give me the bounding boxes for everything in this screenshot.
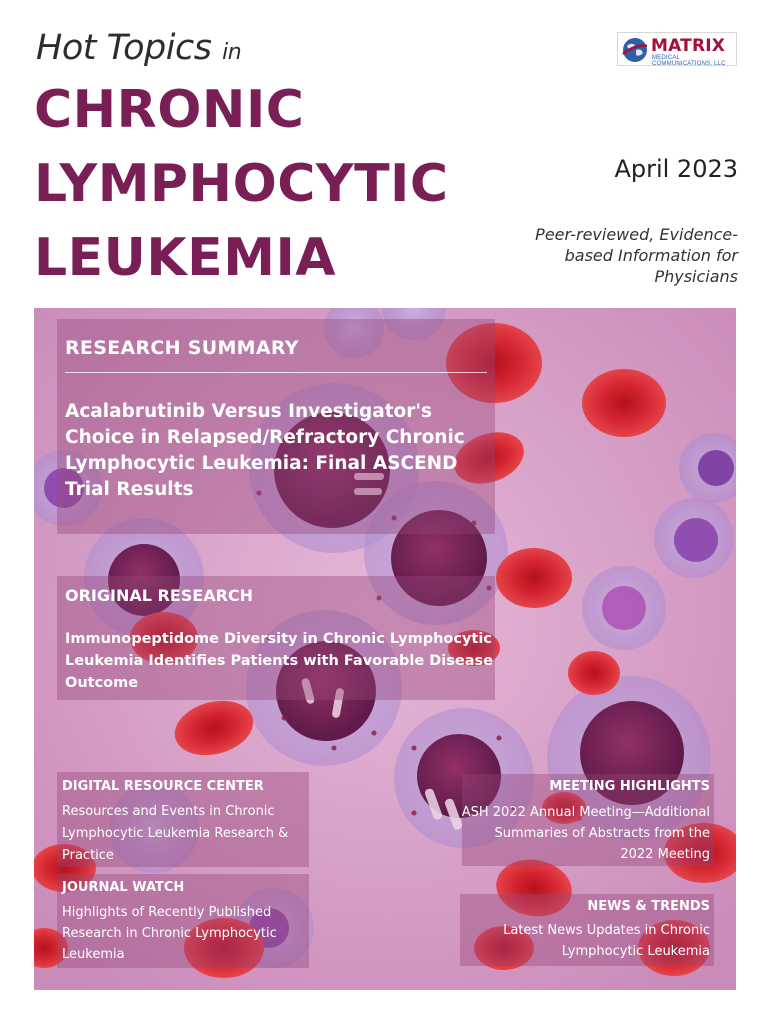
news-trends-label: NEWS & TRENDS [587, 899, 710, 914]
meeting-highlights-label: MEETING HIGHLIGHTS [549, 779, 710, 794]
hot-topics-heading [36, 28, 241, 68]
meeting-highlights-panel[interactable] [462, 774, 714, 866]
divider [65, 372, 487, 373]
news-trends-panel[interactable] [460, 894, 714, 966]
journal-watch-panel[interactable] [57, 874, 309, 968]
digital-resource-center-text[interactable]: Resources and Events in Chronic Lymphocytic Leukemia Research & Practice [62, 804, 289, 863]
research-summary-title[interactable]: Acalabrutinib Versus Investigator's Choice in Relapsed/Refractory Chronic Lymphocytic Leukemia: Final ASCEND Trial Results [65, 401, 465, 500]
issue-date: April 2023 [614, 155, 738, 183]
logo-subtitle: MEDICAL COMMUNICATIONS, LLC [652, 55, 726, 67]
matrix-logo [617, 32, 737, 66]
tagline: Peer-reviewed, Evidence-based Information for Physicians [535, 225, 738, 286]
title-line-1: CHRONIC [34, 80, 305, 140]
in-text: in [222, 40, 242, 65]
logo-name: MATRIX [651, 36, 726, 56]
journal-watch-label: JOURNAL WATCH [62, 880, 185, 895]
research-summary-panel[interactable] [57, 319, 495, 534]
original-research-panel[interactable] [57, 576, 495, 700]
journal-watch-text[interactable]: Highlights of Recently Published Research in Chronic Lymphocytic Leukemia [62, 905, 277, 962]
news-trends-text[interactable]: Latest News Updates in Chronic Lymphocytic Leukemia [503, 923, 710, 959]
digital-resource-center-label: DIGITAL RESOURCE CENTER [62, 779, 264, 794]
meeting-highlights-text[interactable]: ASH 2022 Annual Meeting—Additional Summaries of Abstracts from the 2022 Meeting [461, 805, 710, 862]
title-line-2: LYMPHOCYTIC [34, 154, 449, 214]
title-line-3: LEUKEMIA [34, 228, 337, 288]
globe-icon [621, 36, 649, 64]
cover-image [34, 308, 736, 990]
original-research-title[interactable]: Immunopeptidome Diversity in Chronic Lymphocytic Leukemia Identifies Patients with Favorable Disease Outcome [65, 631, 493, 691]
digital-resource-center-panel[interactable] [57, 772, 309, 867]
hot-topics-text: Hot Topics [36, 28, 212, 68]
research-summary-label: RESEARCH SUMMARY [65, 337, 299, 359]
original-research-label: ORIGINAL RESEARCH [65, 586, 254, 605]
